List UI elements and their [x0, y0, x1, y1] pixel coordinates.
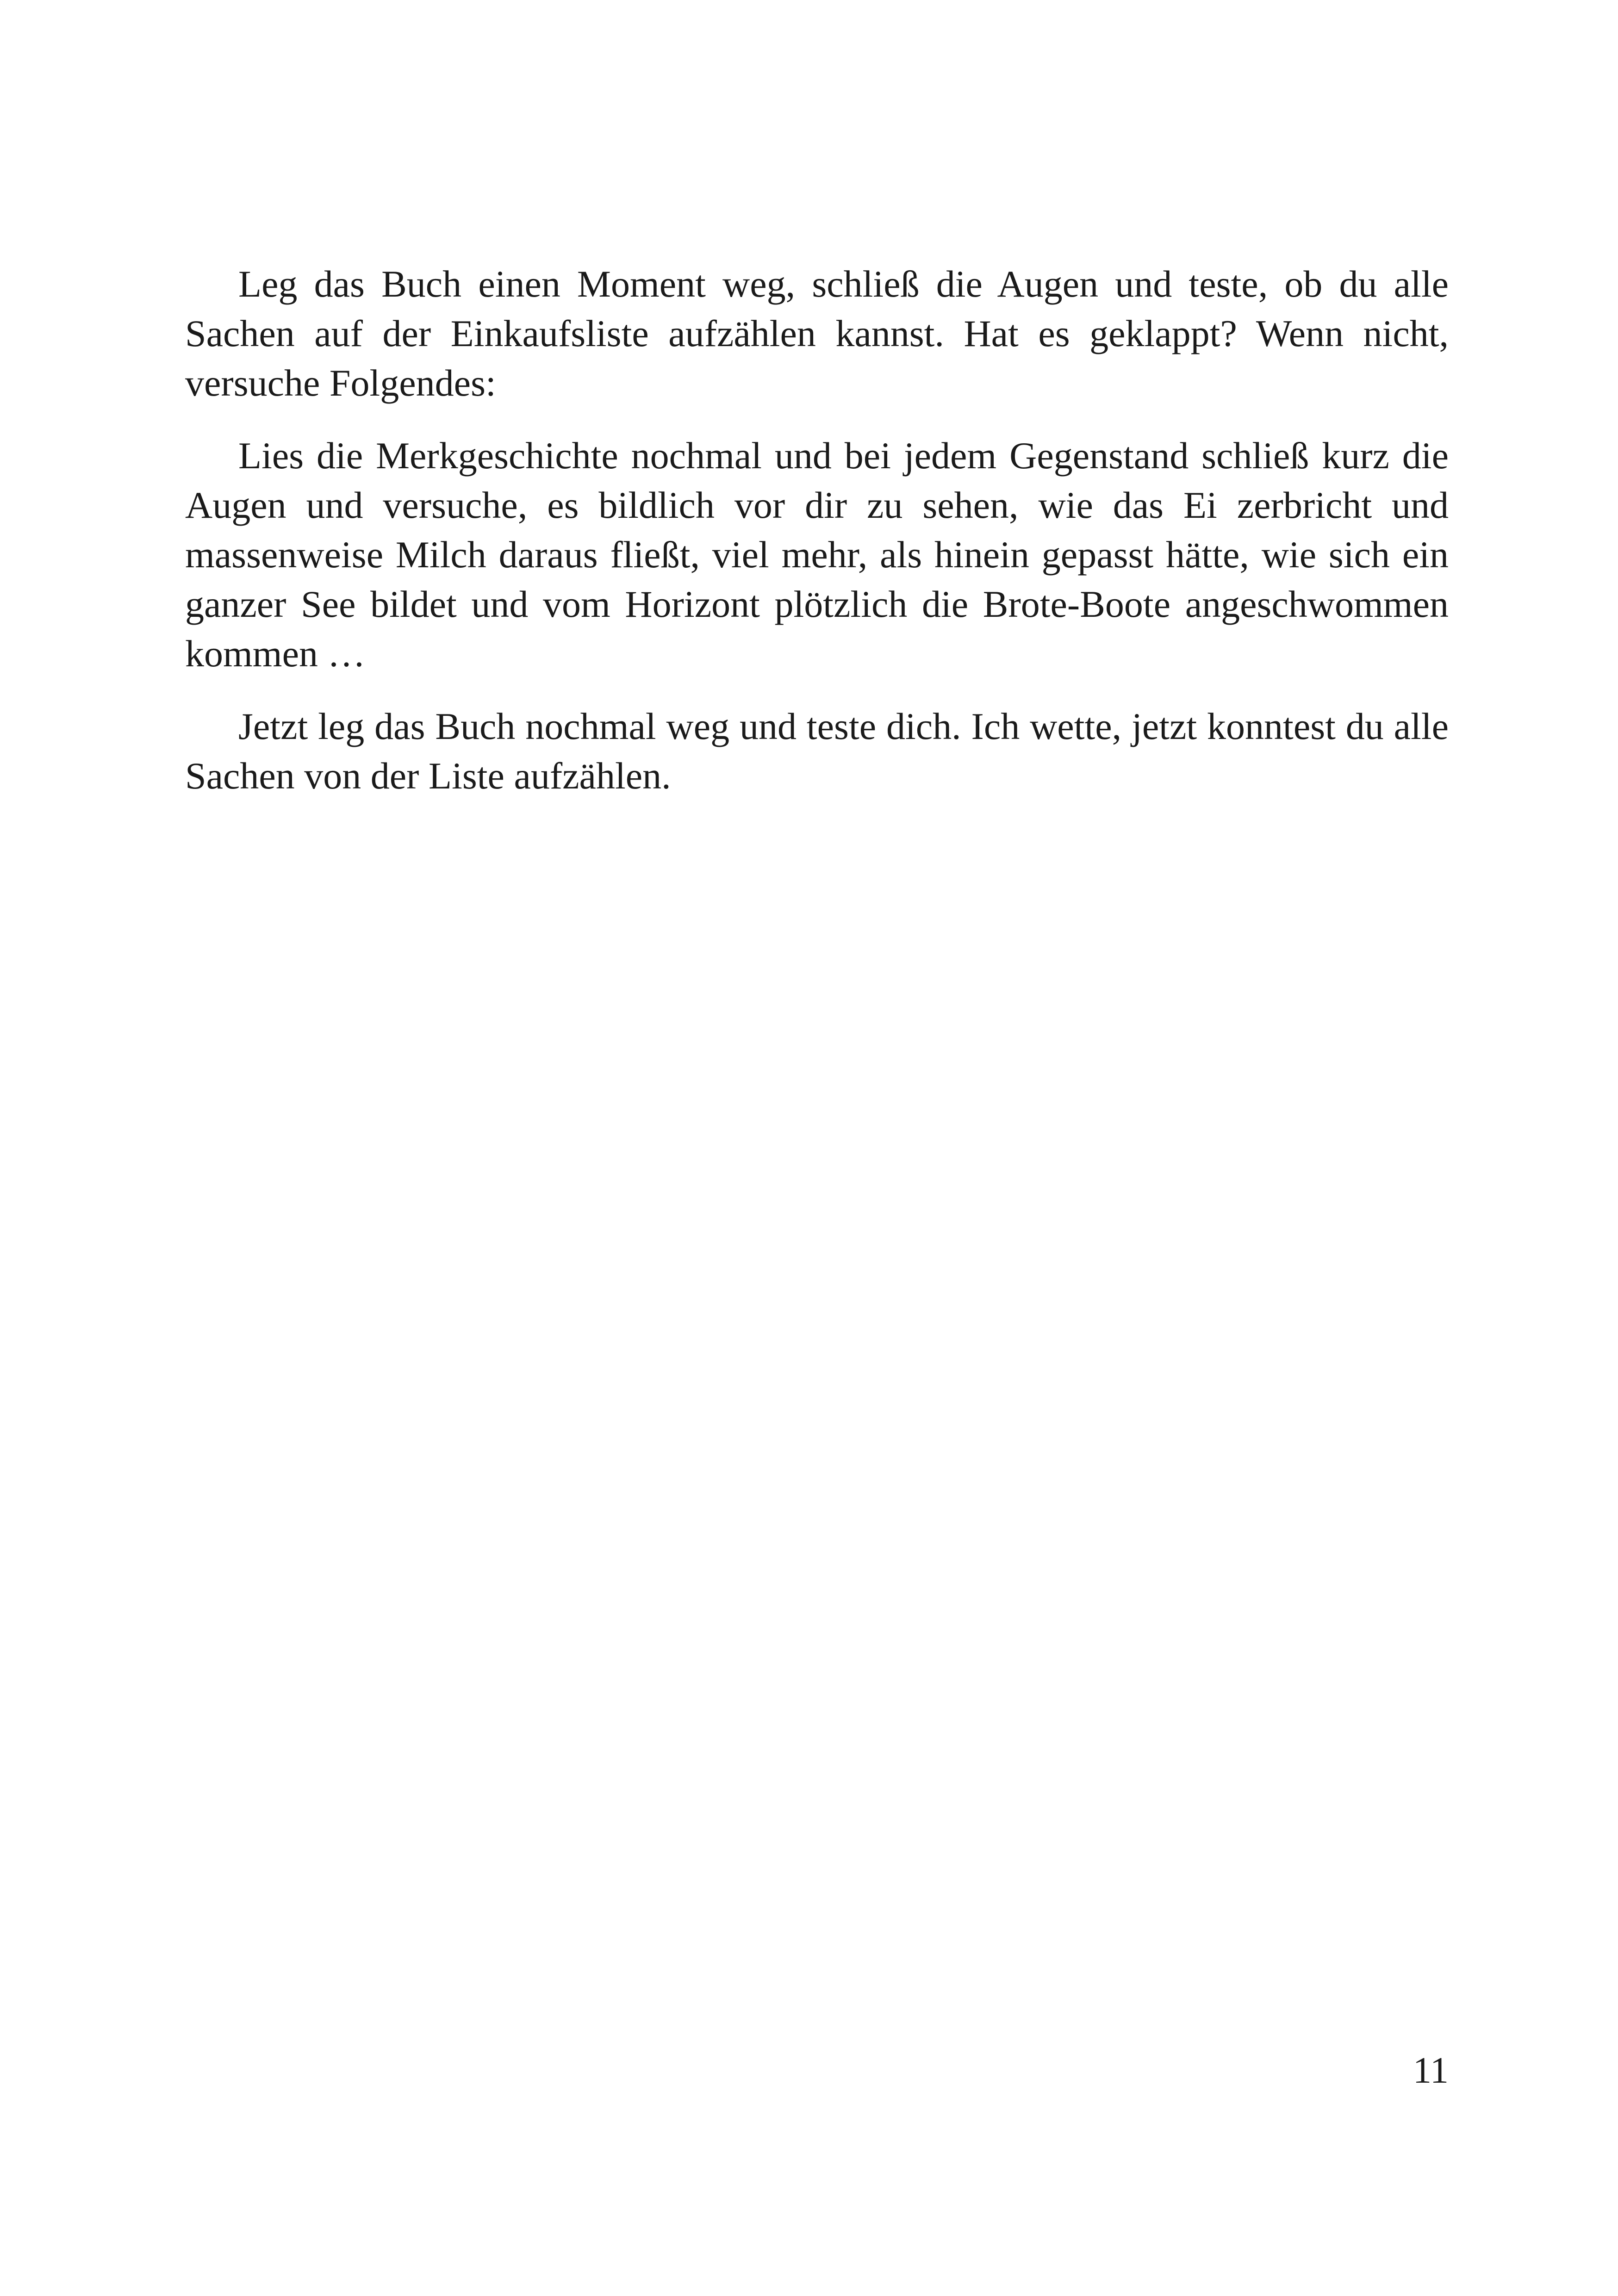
paragraph-1: Leg das Buch einen Moment weg, schließ die Augen und teste, ob du alle Sachen auf der Einkaufsliste aufzählen kannst. Hat es geklappt? Wenn nicht, versuche Folgendes:	[185, 263, 1449, 404]
paragraph-3: Jetzt leg das Buch nochmal weg und teste dich. Ich wette, jetzt konntest du alle Sachen von der Liste aufzählen.	[185, 705, 1449, 797]
paragraph-2: Lies die Merkgeschichte nochmal und bei jedem Gegenstand schließ kurz die Augen und versuche, es bildlich vor dir zu sehen, wie das Ei zerbricht und massenweise Milch daraus fließt, viel mehr, als hinein gepasst hätte, wie sich ein ganzer See bildet und vom Horizont plötzlich die Brote-Boote angeschwommen kommen …	[185, 434, 1449, 675]
page-number: 11	[1413, 2050, 1449, 2091]
body-text	[185, 259, 1449, 824]
